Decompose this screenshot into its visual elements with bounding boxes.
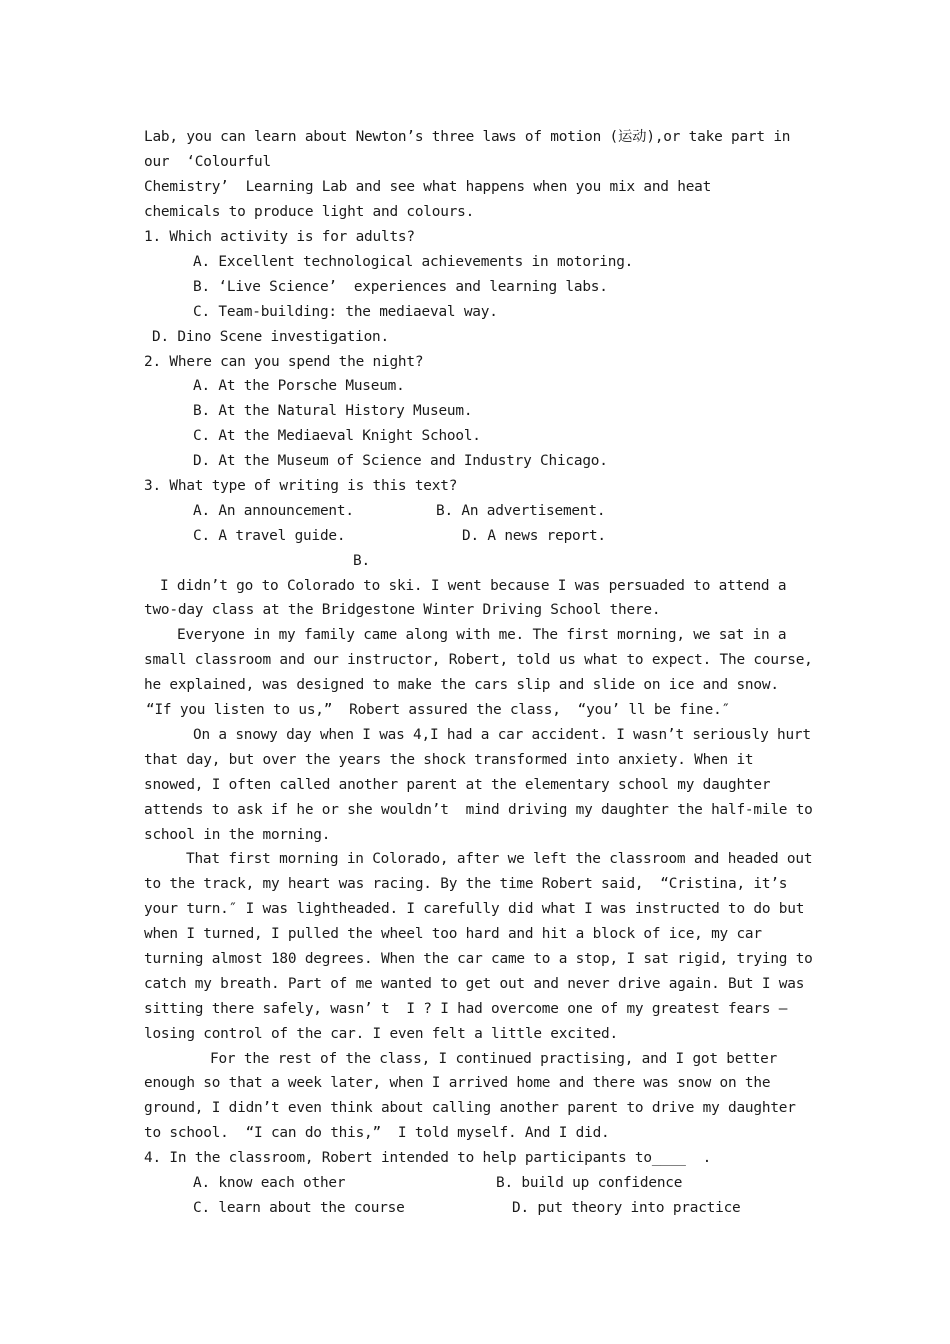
passage-line: For the rest of the class, I continued practising, and I got better xyxy=(210,1051,778,1067)
option-c: C. Team-building: the mediaeval way. xyxy=(193,304,498,320)
passage-line: That first morning in Colorado, after we left the classroom and headed out xyxy=(186,851,813,867)
passage-line: enough so that a week later, when I arrived home and there was snow on the xyxy=(144,1075,771,1091)
passage-line: losing control of the car. I even felt a little excited. xyxy=(144,1026,618,1042)
option-d: D. put theory into practice xyxy=(512,1200,741,1216)
passage-line: that day, but over the years the shock transformed into anxiety. When it xyxy=(144,752,754,768)
option-a: A. Excellent technological achievements in motoring. xyxy=(193,254,634,270)
passage-line: ground, I didn’t even think about calling another parent to drive my daughter xyxy=(144,1100,796,1116)
option-a: A. At the Porsche Museum. xyxy=(193,378,405,394)
option-b: B. ‘Live Science’ experiences and learning labs. xyxy=(193,279,608,295)
passage-line: snowed, I often called another parent at the elementary school my daughter xyxy=(144,777,771,793)
option-a: A. know each other xyxy=(193,1175,346,1191)
passage-line: “If you listen to us,” Robert assured the class, “you’ ll be fine.″ xyxy=(146,702,731,718)
text-line: Lab, you can learn about Newton’s three laws of motion (运动),or take part in xyxy=(144,129,791,145)
text-line: chemicals to produce light and colours. xyxy=(144,204,475,220)
passage-line: Everyone in my family came along with me. The first morning, we sat in a xyxy=(177,627,787,643)
option-c: C. At the Mediaeval Knight School. xyxy=(193,428,481,444)
passage-line: I didn’t go to Colorado to ski. I went because I was persuaded to attend a xyxy=(160,578,787,594)
option-b: B. build up confidence xyxy=(496,1175,683,1191)
option-d: D. A news report. xyxy=(462,528,606,544)
option-b: B. At the Natural History Museum. xyxy=(193,403,473,419)
passage-line: attends to ask if he or she wouldn’t mind driving my daughter the half-mile to xyxy=(144,802,813,818)
text-line: Chemistry’ Learning Lab and see what happens when you mix and heat xyxy=(144,179,712,195)
question-2: 2. Where can you spend the night? xyxy=(144,354,424,370)
question-1: 1. Which activity is for adults? xyxy=(144,229,415,245)
passage-line: to the track, my heart was racing. By the time Robert said, “Cristina, it’s xyxy=(144,876,788,892)
passage-line: to school. “I can do this,” I told myself. And I did. xyxy=(144,1125,610,1141)
question-3: 3. What type of writing is this text? xyxy=(144,478,458,494)
passage-line: when I turned, I pulled the wheel too hard and hit a block of ice, my car xyxy=(144,926,762,942)
passage-line: your turn.″ I was lightheaded. I carefully did what I was instructed to do but xyxy=(144,901,805,917)
question-4: 4. In the classroom, Robert intended to help participants to____ . xyxy=(144,1150,712,1166)
option-c: C. A travel guide. xyxy=(193,528,346,544)
option-d: D. At the Museum of Science and Industry Chicago. xyxy=(193,453,608,469)
passage-line: he explained, was designed to make the cars slip and slide on ice and snow. xyxy=(144,677,779,693)
passage-line: small classroom and our instructor, Robert, told us what to expect. The course, xyxy=(144,652,813,668)
option-c: C. learn about the course xyxy=(193,1200,405,1216)
option-b: B. An advertisement. xyxy=(436,503,606,519)
passage-line: On a snowy day when I was 4,I had a car accident. I wasn’t seriously hurt xyxy=(193,727,811,743)
text-line: our ‘Colourful xyxy=(144,154,271,170)
passage-line: sitting there safely, wasn’ t I ? I had overcome one of my greatest fears — xyxy=(144,1001,788,1017)
passage-line: catch my breath. Part of me wanted to get out and never drive again. But I was xyxy=(144,976,805,992)
option-a: A. An announcement. xyxy=(193,503,354,519)
passage-line: two-day class at the Bridgestone Winter Driving School there. xyxy=(144,602,661,618)
passage-line: school in the morning. xyxy=(144,827,331,843)
passage-line: turning almost 180 degrees. When the car came to a stop, I sat rigid, trying to xyxy=(144,951,813,967)
option-d: D. Dino Scene investigation. xyxy=(152,329,389,345)
section-heading: B. xyxy=(353,553,370,569)
